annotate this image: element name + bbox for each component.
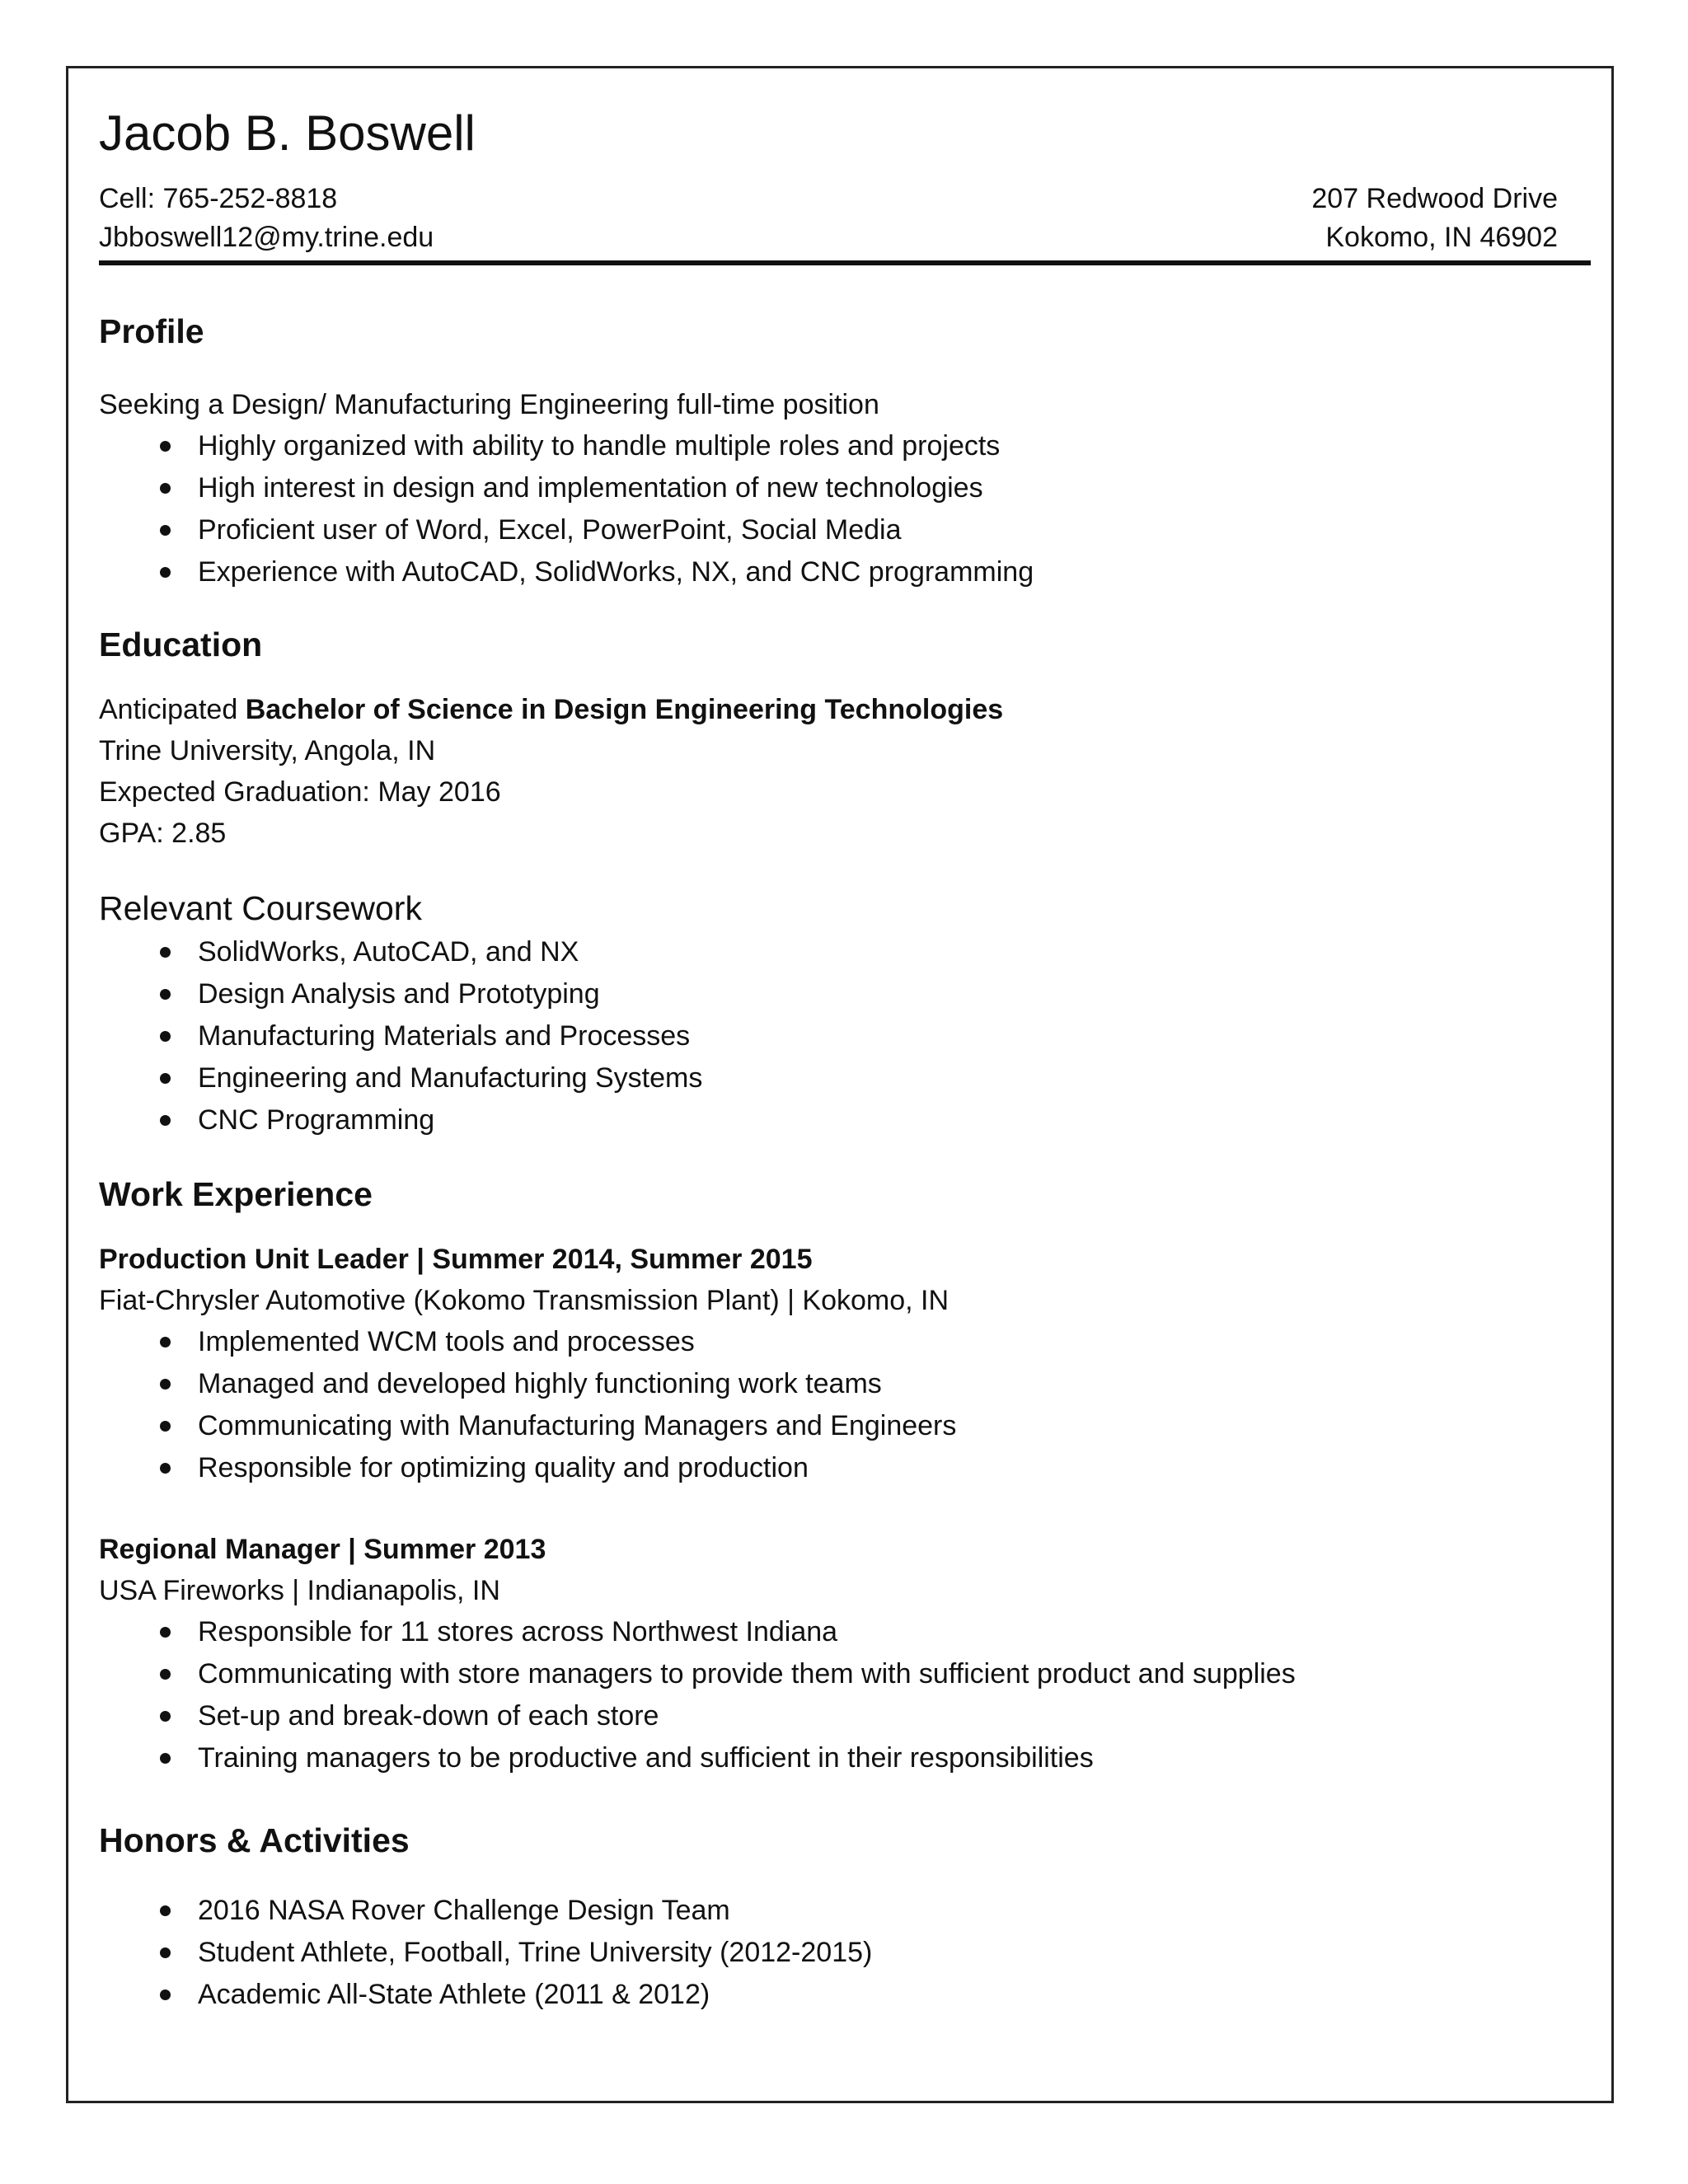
job-duties-list [99, 1611, 1591, 1779]
profile-intro: Seeking a Design/ Manufacturing Engineering full-time position [99, 389, 879, 420]
job-title: Production Unit Leader | Summer 2014, Summer 2015 [99, 1244, 813, 1275]
list-item: Responsible for optimizing quality and production [99, 1447, 1591, 1489]
job-duties-list [99, 1321, 1591, 1489]
list-item: Proficient user of Word, Excel, PowerPoint, Social Media [99, 509, 1591, 551]
gpa: GPA: 2.85 [99, 818, 227, 849]
contact-left [99, 180, 434, 257]
profile-list [99, 425, 1591, 593]
street-address: 207 Redwood Drive [1311, 183, 1558, 214]
list-item: Communicating with store managers to provide them with sufficient product and supplies [99, 1653, 1591, 1695]
degree-title: Bachelor of Science in Design Engineering Technologies [245, 694, 1004, 725]
list-item: 2016 NASA Rover Challenge Design Team [99, 1890, 1591, 1932]
job-organization: Fiat-Chrysler Automotive (Kokomo Transmission Plant) | Kokomo, IN [99, 1285, 950, 1316]
list-item: Set-up and break-down of each store [99, 1695, 1591, 1737]
list-item: Highly organized with ability to handle multiple roles and projects [99, 425, 1591, 467]
list-item: Academic All-State Athlete (2011 & 2012) [99, 1974, 1591, 2016]
list-item: Managed and developed highly functioning work teams [99, 1363, 1591, 1405]
list-item: Student Athlete, Football, Trine University (2012-2015) [99, 1932, 1591, 1974]
contact-block [99, 180, 1591, 257]
profile-heading: Profile [99, 312, 204, 350]
contact-right [1311, 180, 1558, 257]
degree-prefix: Anticipated [99, 694, 238, 725]
list-item: SolidWorks, AutoCAD, and NX [99, 931, 1591, 973]
list-item: Manufacturing Materials and Processes [99, 1015, 1591, 1057]
coursework-list [99, 931, 1591, 1141]
coursework-heading: Relevant Coursework [99, 889, 422, 927]
list-item: Communicating with Manufacturing Managers and Engineers [99, 1405, 1591, 1447]
school-name: Trine University, Angola, IN [99, 735, 436, 766]
email-address: Jbboswell12@my.trine.edu [99, 222, 434, 253]
list-item: CNC Programming [99, 1099, 1591, 1141]
job-organization: USA Fireworks | Indianapolis, IN [99, 1575, 500, 1606]
list-item: Implemented WCM tools and processes [99, 1321, 1591, 1363]
cell-phone: Cell: 765-252-8818 [99, 183, 338, 214]
candidate-name: Jacob B. Boswell [99, 105, 476, 161]
city-state-zip: Kokomo, IN 46902 [1325, 222, 1558, 253]
header-divider [99, 260, 1591, 265]
honors-heading: Honors & Activities [99, 1821, 410, 1859]
list-item: Design Analysis and Prototyping [99, 973, 1591, 1015]
job-title: Regional Manager | Summer 2013 [99, 1534, 546, 1565]
list-item: High interest in design and implementation of new technologies [99, 467, 1591, 509]
list-item: Responsible for 11 stores across Northwest Indiana [99, 1611, 1591, 1653]
degree-line [99, 689, 1591, 730]
list-item: Training managers to be productive and sufficient in their responsibilities [99, 1737, 1591, 1779]
work-heading: Work Experience [99, 1175, 373, 1213]
list-item: Engineering and Manufacturing Systems [99, 1057, 1591, 1099]
resume-body [99, 99, 1591, 2016]
honors-list [99, 1890, 1591, 2016]
education-heading: Education [99, 626, 263, 663]
list-item: Experience with AutoCAD, SolidWorks, NX, and CNC programming [99, 551, 1591, 593]
graduation-date: Expected Graduation: May 2016 [99, 776, 501, 808]
